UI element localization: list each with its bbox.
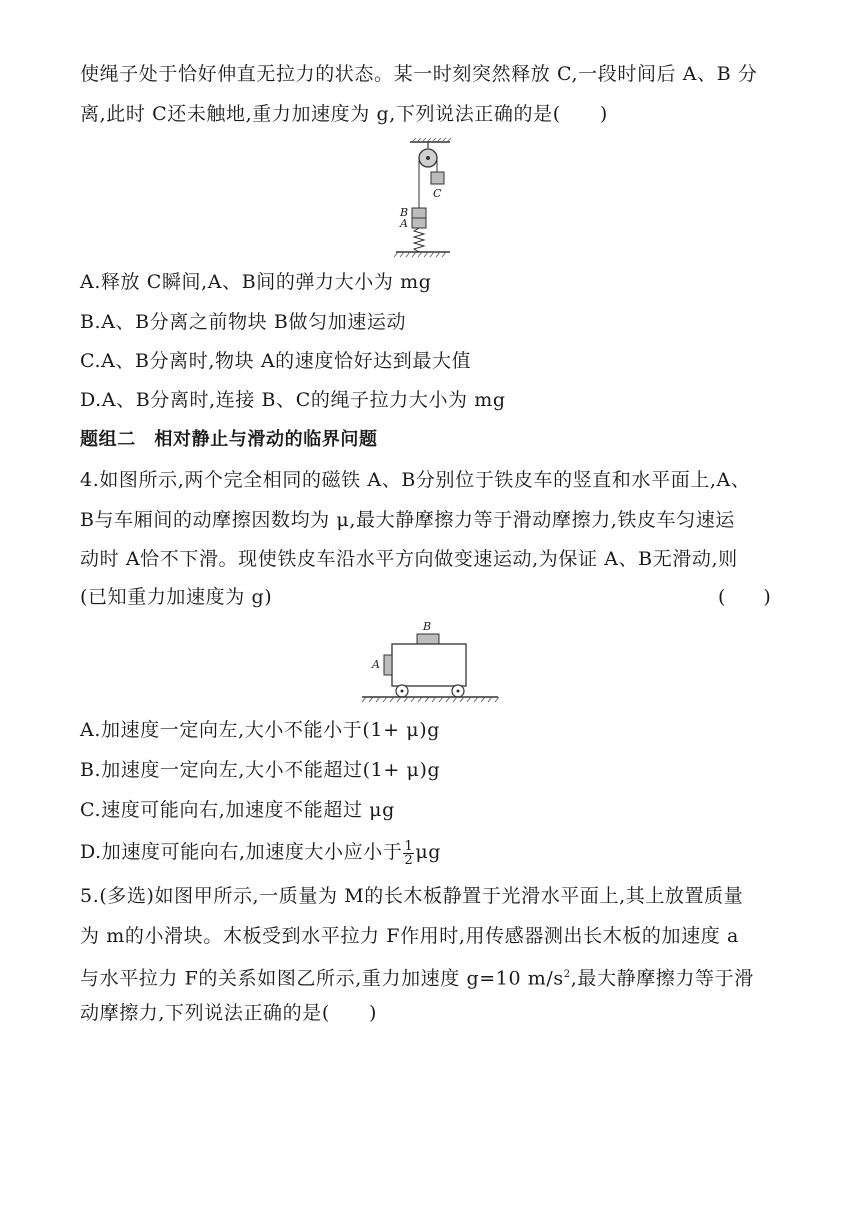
magnet-b <box>417 634 439 644</box>
q4-option-a: A.加速度一定向左,大小不能小于(1+ μ)g <box>80 719 440 741</box>
superscript-2: 2 <box>563 969 571 980</box>
block-a <box>412 218 426 228</box>
fraction-one-half <box>403 840 414 867</box>
q5-stem-line-3-post: ,最大静摩擦力等于滑 <box>570 967 754 990</box>
q3-stem-line-2: 离,此时 C还未触地,重力加速度为 g,下列说法正确的是( ) <box>80 103 608 125</box>
cart-body <box>392 644 466 686</box>
q3-stem-line-1: 使绳子处于恰好伸直无拉力的状态。某一时刻突然释放 C,一段时间后 A、B 分 <box>80 63 758 85</box>
q5-stem-line-4: 动摩擦力,下列说法正确的是( ) <box>80 1002 378 1024</box>
q5-stem-line-2: 为 m的小滑块。木板受到水平拉力 F作用时,用传感器测出长木板的加速度 a <box>80 925 739 947</box>
q4-stem-line-4: (已知重力加速度为 g) <box>80 586 273 608</box>
q3-option-d: D.A、B分离时,连接 B、C的绳子拉力大小为 mg <box>80 389 506 411</box>
magnet-a <box>384 655 392 675</box>
cart-figure <box>358 618 503 706</box>
q3-option-a: A.释放 C瞬间,A、B间的弹力大小为 mg <box>80 271 432 293</box>
block-b <box>412 208 426 218</box>
q3-option-c: C.A、B分离时,物块 A的速度恰好达到最大值 <box>80 350 472 372</box>
label-b: B <box>423 620 432 633</box>
label-a: A <box>400 217 408 230</box>
q4-option-d-suffix: μg <box>415 841 442 863</box>
section-heading: 题组二 相对静止与滑动的临界问题 <box>80 429 378 450</box>
q5-stem-line-1: 5.(多选)如图甲所示,一质量为 M的长木板静置于光滑水平面上,其上放置质量 <box>80 885 744 907</box>
q4-option-d <box>80 838 441 867</box>
q4-option-c: C.速度可能向右,加速度不能超过 μg <box>80 799 395 821</box>
q4-stem-line-3: 动时 A恰不下滑。现使铁皮车沿水平方向做变速运动,为保证 A、B无滑动,则 <box>80 548 738 570</box>
fraction-denominator: 2 <box>404 852 414 868</box>
label-a: A <box>372 658 380 671</box>
spring <box>414 228 424 252</box>
q3-option-b: B.A、B分离之前物块 B做匀加速运动 <box>80 311 407 333</box>
q4-option-d-prefix: D.加速度可能向右,加速度大小应小于 <box>80 841 403 863</box>
q4-option-b: B.加速度一定向左,大小不能超过(1+ μ)g <box>80 759 441 781</box>
q4-stem-line-2: B与车厢间的动摩擦因数均为 μ,最大静摩擦力等于滑动摩擦力,铁皮车匀速运 <box>80 509 736 531</box>
label-c: C <box>433 187 442 200</box>
q4-answer-paren: ( ) <box>718 586 771 608</box>
label-b: B <box>400 206 409 219</box>
block-c <box>431 172 444 184</box>
fraction-numerator: 1 <box>404 838 414 854</box>
q5-stem-line-3-pre: 与水平拉力 F的关系如图乙所示,重力加速度 g=10 m/s <box>80 967 564 990</box>
pulley-figure <box>380 138 470 260</box>
q4-stem-line-1: 4.如图所示,两个完全相同的磁铁 A、B分别位于铁皮车的竖直和水平面上,A、 <box>80 469 751 491</box>
q5-stem-line-3 <box>80 961 754 992</box>
